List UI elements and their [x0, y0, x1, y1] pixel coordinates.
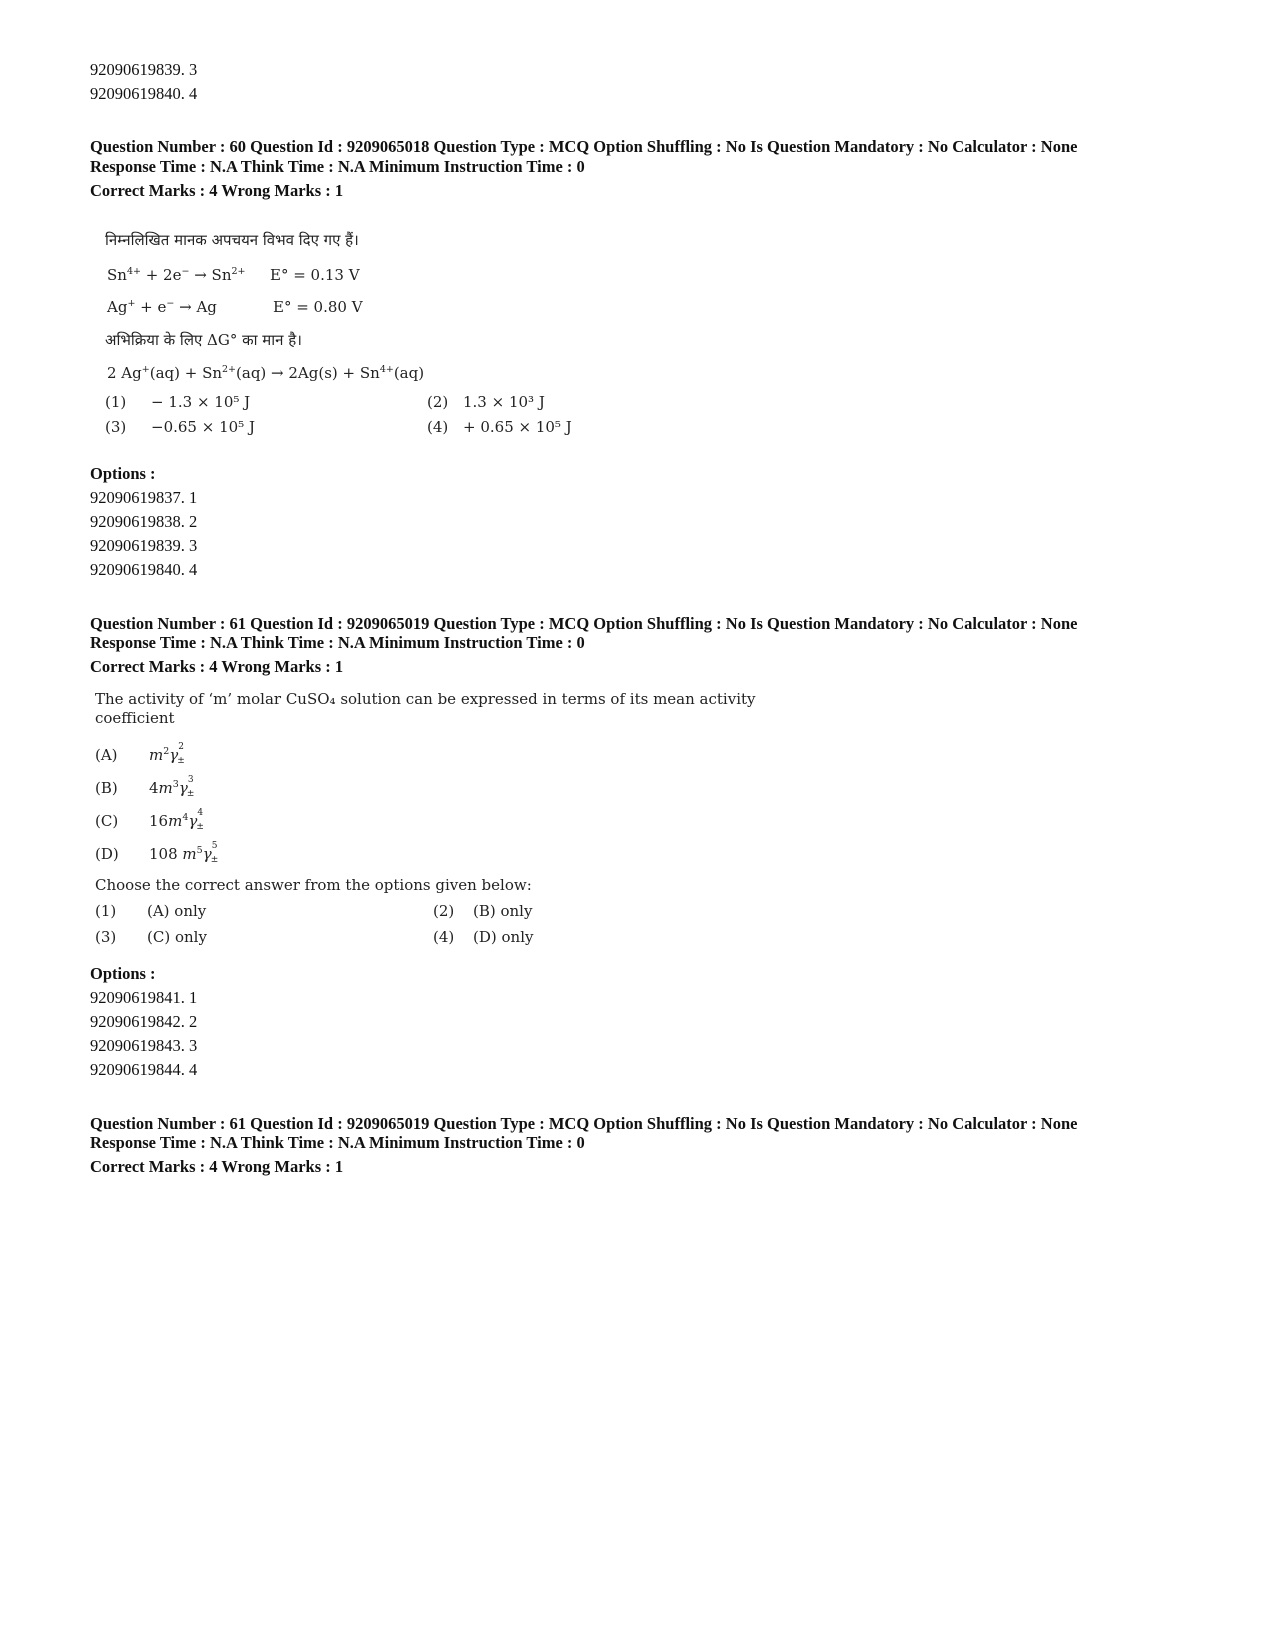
question-header: Question Number : 61 Question Id : 9209065019 Question Type : MCQ Option Shuffling : No Is Question Mandatory : No Calculator : None — [90, 1114, 1078, 1133]
half-reaction-2: Ag+ + e− → Ag — [107, 298, 217, 316]
question-marks: Correct Marks : 4 Wrong Marks : 1 — [90, 181, 344, 200]
option-line: 92090619838. 2 — [90, 512, 198, 531]
question-ask: अभिक्रिया के लिए ΔG° का मान है। — [105, 331, 302, 349]
choice-3: (3) (C) only — [95, 928, 207, 946]
statement-b: (B) $4m^3\gamma$ 3 ± — [95, 775, 195, 799]
options-label: Options : — [90, 964, 156, 983]
option-line: 92090619840. 4 — [90, 560, 198, 579]
question-timing: Response Time : N.A Think Time : N.A Minimum Instruction Time : 0 — [90, 633, 585, 652]
option-line: 92090619844. 4 — [90, 1060, 198, 1079]
question-stem: The activity of ‘m’ molar CuSO₄ solution can be expressed in terms of its mean activity — [95, 690, 756, 708]
statement-d: (D) 108 $m^5\gamma$ 5 ± — [95, 841, 219, 865]
question-marks: Correct Marks : 4 Wrong Marks : 1 — [90, 1157, 344, 1176]
overall-reaction: 2 $Ag^+(aq) + Sn^{2+}(aq) \to 2Ag(s) + Sn^{4+}(aq)$ — [107, 364, 425, 382]
statement-a: (A) $m^2\gamma$ 2 ± — [95, 742, 185, 766]
option-line: 92090619840. 4 — [90, 84, 198, 103]
choice-2: (2) 1.3 × 10³ J — [427, 393, 545, 411]
choice-2: (2) (B) only — [433, 902, 533, 920]
option-line: 92090619843. 3 — [90, 1036, 198, 1055]
half-reaction-1: $Sn^{4+} + 2e^- \to Sn^{2+}$ — [107, 266, 246, 284]
question-marks: Correct Marks : 4 Wrong Marks : 1 — [90, 657, 344, 676]
choose-instruction: Choose the correct answer from the options given below: — [95, 876, 532, 894]
option-line: 92090619837. 1 — [90, 488, 198, 507]
potential-2: E° = 0.80 V — [273, 298, 363, 316]
option-line: 92090619839. 3 — [90, 536, 198, 555]
question-image — [105, 226, 585, 446]
question-header: Question Number : 61 Question Id : 9209065019 Question Type : MCQ Option Shuffling : No Is Question Mandatory : No Calculator : None — [90, 614, 1078, 633]
potential-1: E° = 0.13 V — [270, 266, 360, 284]
statement-c: (C) $16m^4\gamma$ 4 ± — [95, 808, 204, 832]
question-stem-cont: coefficient — [95, 709, 175, 727]
options-label: Options : — [90, 464, 156, 483]
choice-1: (1) (A) only — [95, 902, 207, 920]
question-image — [95, 688, 815, 956]
option-line: 92090619842. 2 — [90, 1012, 198, 1031]
choice-4: (4) (D) only — [433, 928, 534, 946]
question-intro: निम्नलिखित मानक अपचयन विभव दिए गए हैं। — [105, 231, 359, 249]
choice-4: (4) + 0.65 × 10⁵ J — [427, 418, 572, 436]
question-header: Question Number : 60 Question Id : 9209065018 Question Type : MCQ Option Shuffling : No Is Question Mandatory : No Calculator : None — [90, 137, 1078, 156]
option-line: 92090619839. 3 — [90, 60, 198, 79]
choice-1: (1) − 1.3 × 10⁵ J — [105, 393, 251, 411]
option-line: 92090619841. 1 — [90, 988, 198, 1007]
question-timing: Response Time : N.A Think Time : N.A Minimum Instruction Time : 0 — [90, 1133, 585, 1152]
question-timing: Response Time : N.A Think Time : N.A Minimum Instruction Time : 0 — [90, 157, 585, 176]
choice-3: (3) −0.65 × 10⁵ J — [105, 418, 255, 436]
